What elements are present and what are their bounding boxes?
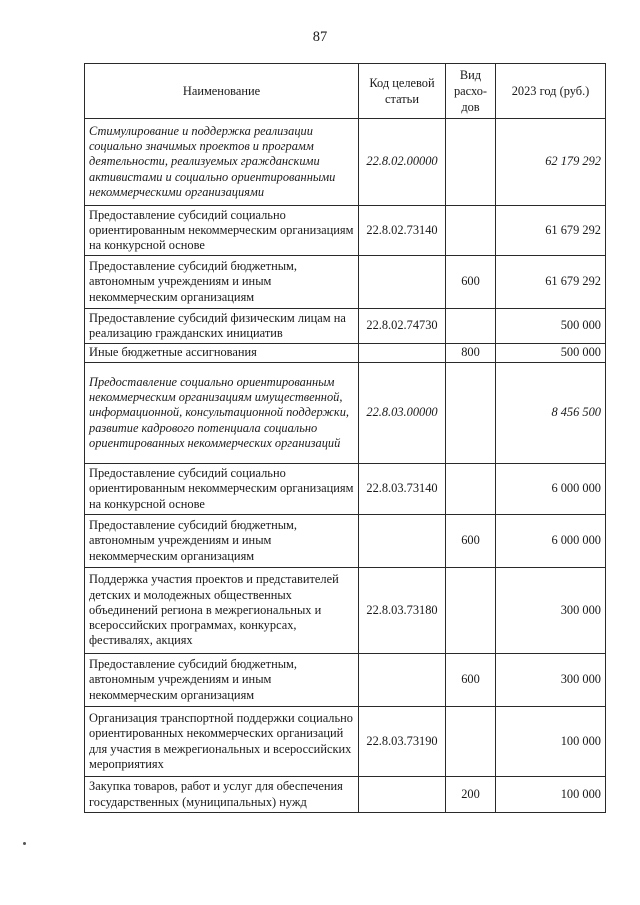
row-amount-cell: 6 000 000 [496, 515, 606, 568]
row-name-cell: Стимулирование и поддержка реализации социально значимых проектов и программ деятельности, реализуемых гражданскими активистами и социально ориентированными некоммерческими организациями [85, 119, 359, 206]
row-name-cell: Предоставление субсидий бюджетным, автономным учреждениям и иным некоммерческим организациям [85, 256, 359, 309]
table-body [85, 119, 606, 813]
row-name-cell: Предоставление субсидий физическим лицам на реализацию гражданских инициатив [85, 309, 359, 344]
row-code-cell: 22.8.02.73140 [359, 206, 446, 256]
row-name-cell: Предоставление субсидий бюджетным, автономным учреждениям и иным некоммерческим организациям [85, 654, 359, 707]
row-kind-cell [446, 363, 496, 464]
row-amount-cell: 61 679 292 [496, 256, 606, 309]
row-kind-cell [446, 464, 496, 515]
row-code-cell: 22.8.02.74730 [359, 309, 446, 344]
table-row [85, 464, 606, 515]
row-amount-cell: 500 000 [496, 344, 606, 363]
table-row [85, 707, 606, 777]
row-kind-cell [446, 206, 496, 256]
row-kind-cell: 600 [446, 256, 496, 309]
table-row [85, 119, 606, 206]
row-code-cell [359, 344, 446, 363]
table-row [85, 256, 606, 309]
row-kind-cell [446, 309, 496, 344]
row-code-cell [359, 777, 446, 813]
row-kind-cell: 200 [446, 777, 496, 813]
row-code-cell [359, 654, 446, 707]
row-code-cell: 22.8.03.73180 [359, 568, 446, 654]
table-row [85, 654, 606, 707]
table-row [85, 344, 606, 363]
margin-dot [23, 842, 26, 845]
header-code: Код целевой статьи [359, 64, 446, 119]
row-code-cell [359, 515, 446, 568]
row-code-cell: 22.8.03.73190 [359, 707, 446, 777]
row-amount-cell: 8 456 500 [496, 363, 606, 464]
header-name: Наименование [85, 64, 359, 119]
header-amount: 2023 год (руб.) [496, 64, 606, 119]
budget-table [84, 63, 606, 813]
row-code-cell: 22.8.03.73140 [359, 464, 446, 515]
row-kind-cell [446, 119, 496, 206]
row-name-cell: Поддержка участия проектов и представителей детских и молодежных общественных объединений региона в межрегиональных и всероссийских программах, конкурсах, фестивалях, акциях [85, 568, 359, 654]
row-amount-cell: 62 179 292 [496, 119, 606, 206]
table-header-row [85, 64, 606, 119]
row-code-cell [359, 256, 446, 309]
row-amount-cell: 61 679 292 [496, 206, 606, 256]
row-kind-cell [446, 568, 496, 654]
row-amount-cell: 100 000 [496, 777, 606, 813]
page-number: 87 [312, 29, 328, 45]
row-code-cell: 22.8.02.00000 [359, 119, 446, 206]
row-amount-cell: 500 000 [496, 309, 606, 344]
row-name-cell: Предоставление социально ориентированным некоммерческим организациям имущественной, информационной, консультационной поддержки, развитие кадрового потенциала социально ориентированных некоммерческих организаций [85, 363, 359, 464]
table-row [85, 206, 606, 256]
table-row [85, 309, 606, 344]
row-kind-cell: 800 [446, 344, 496, 363]
row-kind-cell [446, 707, 496, 777]
table-row [85, 568, 606, 654]
row-amount-cell: 300 000 [496, 654, 606, 707]
row-amount-cell: 6 000 000 [496, 464, 606, 515]
row-amount-cell: 300 000 [496, 568, 606, 654]
row-kind-cell: 600 [446, 654, 496, 707]
row-name-cell: Закупка товаров, работ и услуг для обеспечения государственных (муниципальных) нужд [85, 777, 359, 813]
table-row [85, 515, 606, 568]
row-name-cell: Предоставление субсидий социально ориентированным некоммерческим организациям на конкурсной основе [85, 206, 359, 256]
row-name-cell: Организация транспортной поддержки социально ориентированных некоммерческих организаций для участия в межрегиональных и всероссийских мероприятиях [85, 707, 359, 777]
row-name-cell: Иные бюджетные ассигнования [85, 344, 359, 363]
row-name-cell: Предоставление субсидий социально ориентированным некоммерческим организациям на конкурсной основе [85, 464, 359, 515]
table-row [85, 777, 606, 813]
row-amount-cell: 100 000 [496, 707, 606, 777]
row-code-cell: 22.8.03.00000 [359, 363, 446, 464]
row-kind-cell: 600 [446, 515, 496, 568]
header-kind: Вид расхо-дов [446, 64, 496, 119]
row-name-cell: Предоставление субсидий бюджетным, автономным учреждениям и иным некоммерческим организациям [85, 515, 359, 568]
table-row [85, 363, 606, 464]
